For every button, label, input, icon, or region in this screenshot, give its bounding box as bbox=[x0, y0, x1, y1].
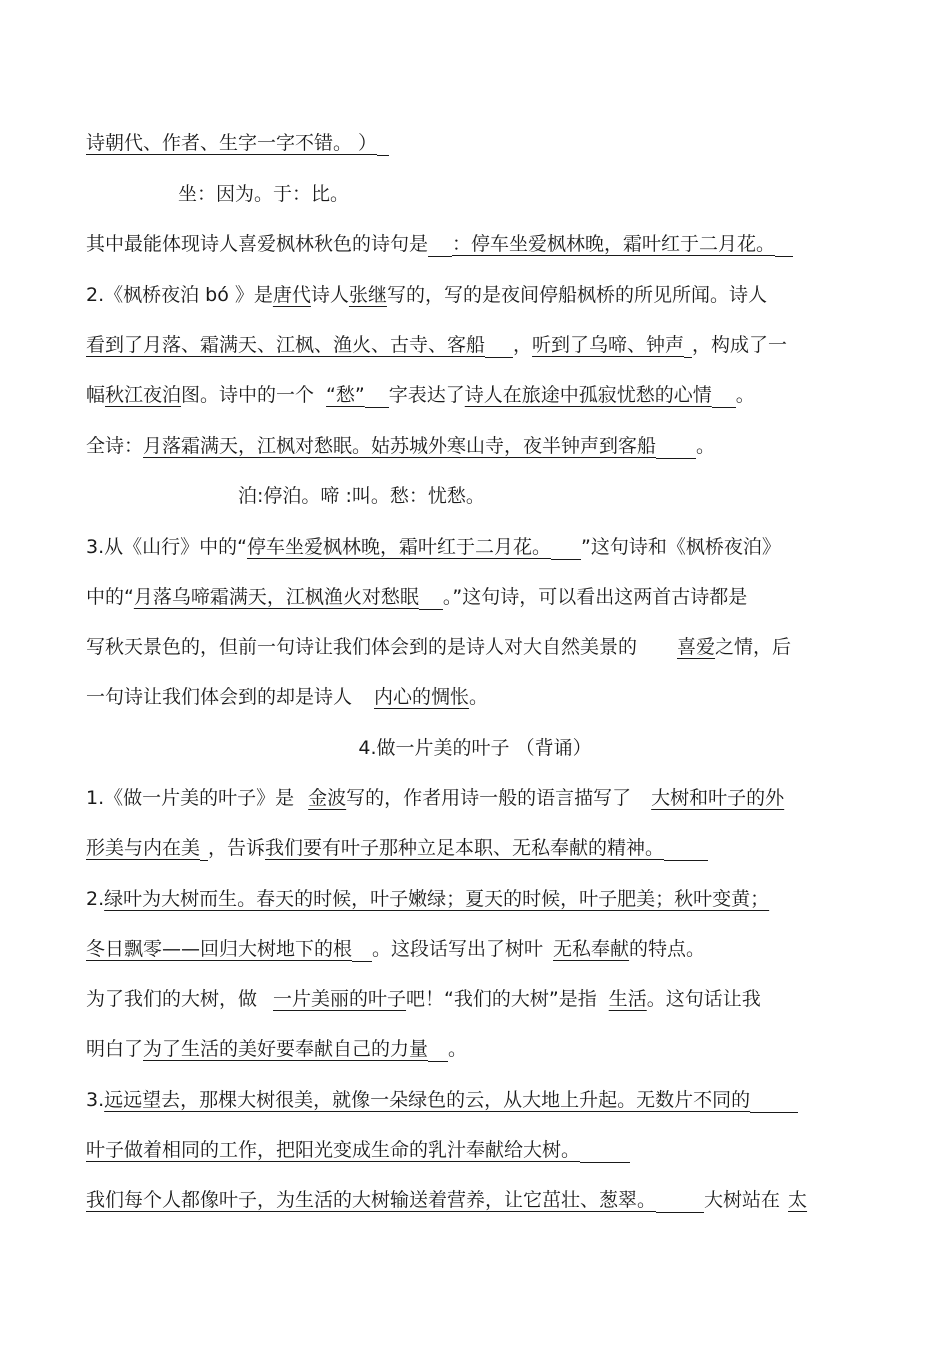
line-19-text: 明白了 bbox=[86, 1038, 144, 1060]
answer: 停车坐爱枫林晚，霜叶红于二月花。 bbox=[246, 536, 551, 558]
line-1 bbox=[86, 130, 864, 156]
line-3 bbox=[86, 231, 864, 257]
line-12-text: 一句诗让我们体会到的却是诗人 bbox=[86, 686, 353, 708]
line-8 bbox=[238, 483, 864, 509]
line-6 bbox=[86, 382, 864, 408]
blank bbox=[580, 1140, 630, 1163]
line-6-text: 图。诗中的一个 bbox=[181, 384, 315, 406]
blank bbox=[200, 838, 208, 861]
line-6-text: 。 bbox=[735, 384, 755, 406]
answer: 看到了月落、霜满天、江枫、渔火、古寺、客船 bbox=[86, 334, 486, 356]
blank bbox=[712, 385, 736, 408]
line-15 bbox=[86, 835, 864, 861]
answer: 形美与内在美 bbox=[86, 837, 201, 859]
line-4-text: 诗人 bbox=[310, 284, 349, 306]
line-22-text: 大树站在 bbox=[704, 1189, 781, 1211]
answer: 叶子做着相同的工作，把阳光变成生命的乳汁奉献给大树。 bbox=[86, 1139, 581, 1161]
answer: 喜爱 bbox=[677, 636, 716, 658]
line-21 bbox=[86, 1137, 864, 1163]
section-title bbox=[86, 735, 864, 761]
line-15-text: ，告诉 bbox=[208, 837, 266, 859]
answer: 金波 bbox=[308, 787, 347, 809]
line-5-text: ，构成了一 bbox=[692, 334, 788, 356]
line-22 bbox=[86, 1187, 864, 1213]
line-19-text: 。 bbox=[448, 1038, 468, 1060]
answer: “愁” bbox=[326, 384, 365, 406]
line-5-text: ， bbox=[513, 334, 533, 356]
line-18-text: 吧！“我们的大树”是指 bbox=[406, 988, 597, 1010]
answer: 听到了乌啼、钟声 bbox=[532, 334, 685, 356]
line-11 bbox=[86, 634, 864, 660]
blank bbox=[750, 1090, 798, 1113]
line-16-text: 2. bbox=[86, 888, 105, 910]
line-2 bbox=[178, 181, 864, 207]
section-title-text: 4.做一片美的叶子 （背诵） bbox=[358, 737, 592, 759]
line-10-text: 中的“ bbox=[86, 586, 134, 608]
answer: 为了生活的美好要奉献自己的力量 bbox=[143, 1038, 429, 1060]
blank bbox=[664, 838, 708, 861]
answer: 唐代 bbox=[272, 284, 311, 306]
line-6-text: 幅 bbox=[86, 384, 106, 406]
line-17-text: 。这段话写出了树叶 bbox=[372, 938, 544, 960]
blank bbox=[775, 234, 793, 257]
line-8-text: 泊:停泊。啼 :叫。愁：忧愁。 bbox=[238, 485, 485, 507]
blank bbox=[485, 335, 513, 358]
line-17 bbox=[86, 936, 864, 962]
line-18-text: 。这句话让我 bbox=[646, 988, 761, 1010]
answer: 冬日飘零——回归大树地下的根 bbox=[86, 938, 353, 960]
answer: 一片美丽的叶子 bbox=[273, 988, 407, 1010]
line-20-text: 3. bbox=[86, 1089, 105, 1111]
blank bbox=[656, 1190, 704, 1213]
answer: 我们要有叶子那种立足本职、无私奉献的精神。 bbox=[265, 837, 665, 859]
line-9-text: 3.从《山行》中的“ bbox=[86, 536, 247, 558]
line-18 bbox=[86, 986, 864, 1012]
line-7-text: 。 bbox=[696, 435, 716, 457]
line-3-text: 其中最能体现诗人喜爱枫林秋色的诗句是 bbox=[86, 233, 429, 255]
line-18-text: 为了我们的大树，做 bbox=[86, 988, 258, 1010]
answer: 我们每个人都像叶子，为生活的大树输送着营养，让它茁壮、葱翠。 bbox=[86, 1189, 657, 1211]
line-1-text: 诗朝代、作者、生字一字不错。 ） bbox=[86, 132, 378, 154]
line-9 bbox=[86, 534, 864, 560]
blank bbox=[684, 335, 692, 358]
line-12 bbox=[86, 684, 864, 710]
line-4-text: 2.《枫桥夜泊 bó 》是 bbox=[86, 284, 273, 306]
answer: 无私奉献 bbox=[553, 938, 630, 960]
blank bbox=[377, 133, 389, 156]
blank bbox=[551, 537, 581, 560]
answer: ：停车坐爱枫林晚，霜叶红于二月花。 bbox=[452, 233, 776, 255]
line-11-text: 之情，后 bbox=[715, 636, 792, 658]
answer: 绿叶为大树而生。春天的时候，叶子嫩绿；夏天的时候，叶子肥美；秋叶变黄； bbox=[104, 888, 770, 910]
line-11-text: 写秋天景色的，但前一句诗让我们体会到的是诗人对大自然美景的 bbox=[86, 636, 638, 658]
line-14-text: 写的，作者用诗一般的语言描写了 bbox=[346, 787, 632, 809]
line-19 bbox=[86, 1036, 864, 1062]
line-17-text: 的特点。 bbox=[629, 938, 706, 960]
line-9-text: ”这句诗和《枫桥夜泊》 bbox=[581, 536, 781, 558]
line-20 bbox=[86, 1087, 864, 1113]
blank bbox=[352, 939, 372, 962]
answer: 太 bbox=[788, 1189, 808, 1211]
line-4-text: 写的，写的是夜间停船枫桥的所见所闻。诗人 bbox=[386, 284, 767, 306]
line-14 bbox=[86, 785, 864, 811]
blank bbox=[428, 1039, 448, 1062]
answer: 生活 bbox=[608, 988, 647, 1010]
answer: 远远望去，那棵大树很美，就像一朵绿色的云，从大地上升起。无数片不同的 bbox=[104, 1089, 751, 1111]
line-12-text: 。 bbox=[469, 686, 489, 708]
answer: 张继 bbox=[348, 284, 387, 306]
answer: 秋江夜泊 bbox=[105, 384, 182, 406]
line-5 bbox=[86, 332, 864, 358]
answer: 月落乌啼霜满天，江枫渔火对愁眠 bbox=[133, 586, 419, 608]
answer: 内心的惆怅 bbox=[374, 686, 470, 708]
blank bbox=[365, 385, 389, 408]
line-7-text: 全诗： bbox=[86, 435, 144, 457]
line-14-text: 1.《做一片美的叶子》是 bbox=[86, 787, 295, 809]
blank bbox=[428, 234, 452, 257]
line-16 bbox=[86, 886, 864, 912]
blank bbox=[656, 436, 696, 459]
line-7 bbox=[86, 433, 864, 459]
line-10 bbox=[86, 584, 864, 610]
line-10-text: 。”这句诗，可以看出这两首古诗都是 bbox=[442, 586, 748, 608]
line-2-text: 坐：因为。于：比。 bbox=[178, 183, 350, 205]
answer: 大树和叶子的外 bbox=[651, 787, 785, 809]
line-4 bbox=[86, 282, 864, 308]
answer: 诗人在旅途中孤寂忧愁的心情 bbox=[464, 384, 712, 406]
answer: 月落霜满天，江枫对愁眠。姑苏城外寒山寺，夜半钟声到客船 bbox=[143, 435, 657, 457]
blank bbox=[419, 587, 443, 610]
line-6-text: 字表达了 bbox=[388, 384, 465, 406]
